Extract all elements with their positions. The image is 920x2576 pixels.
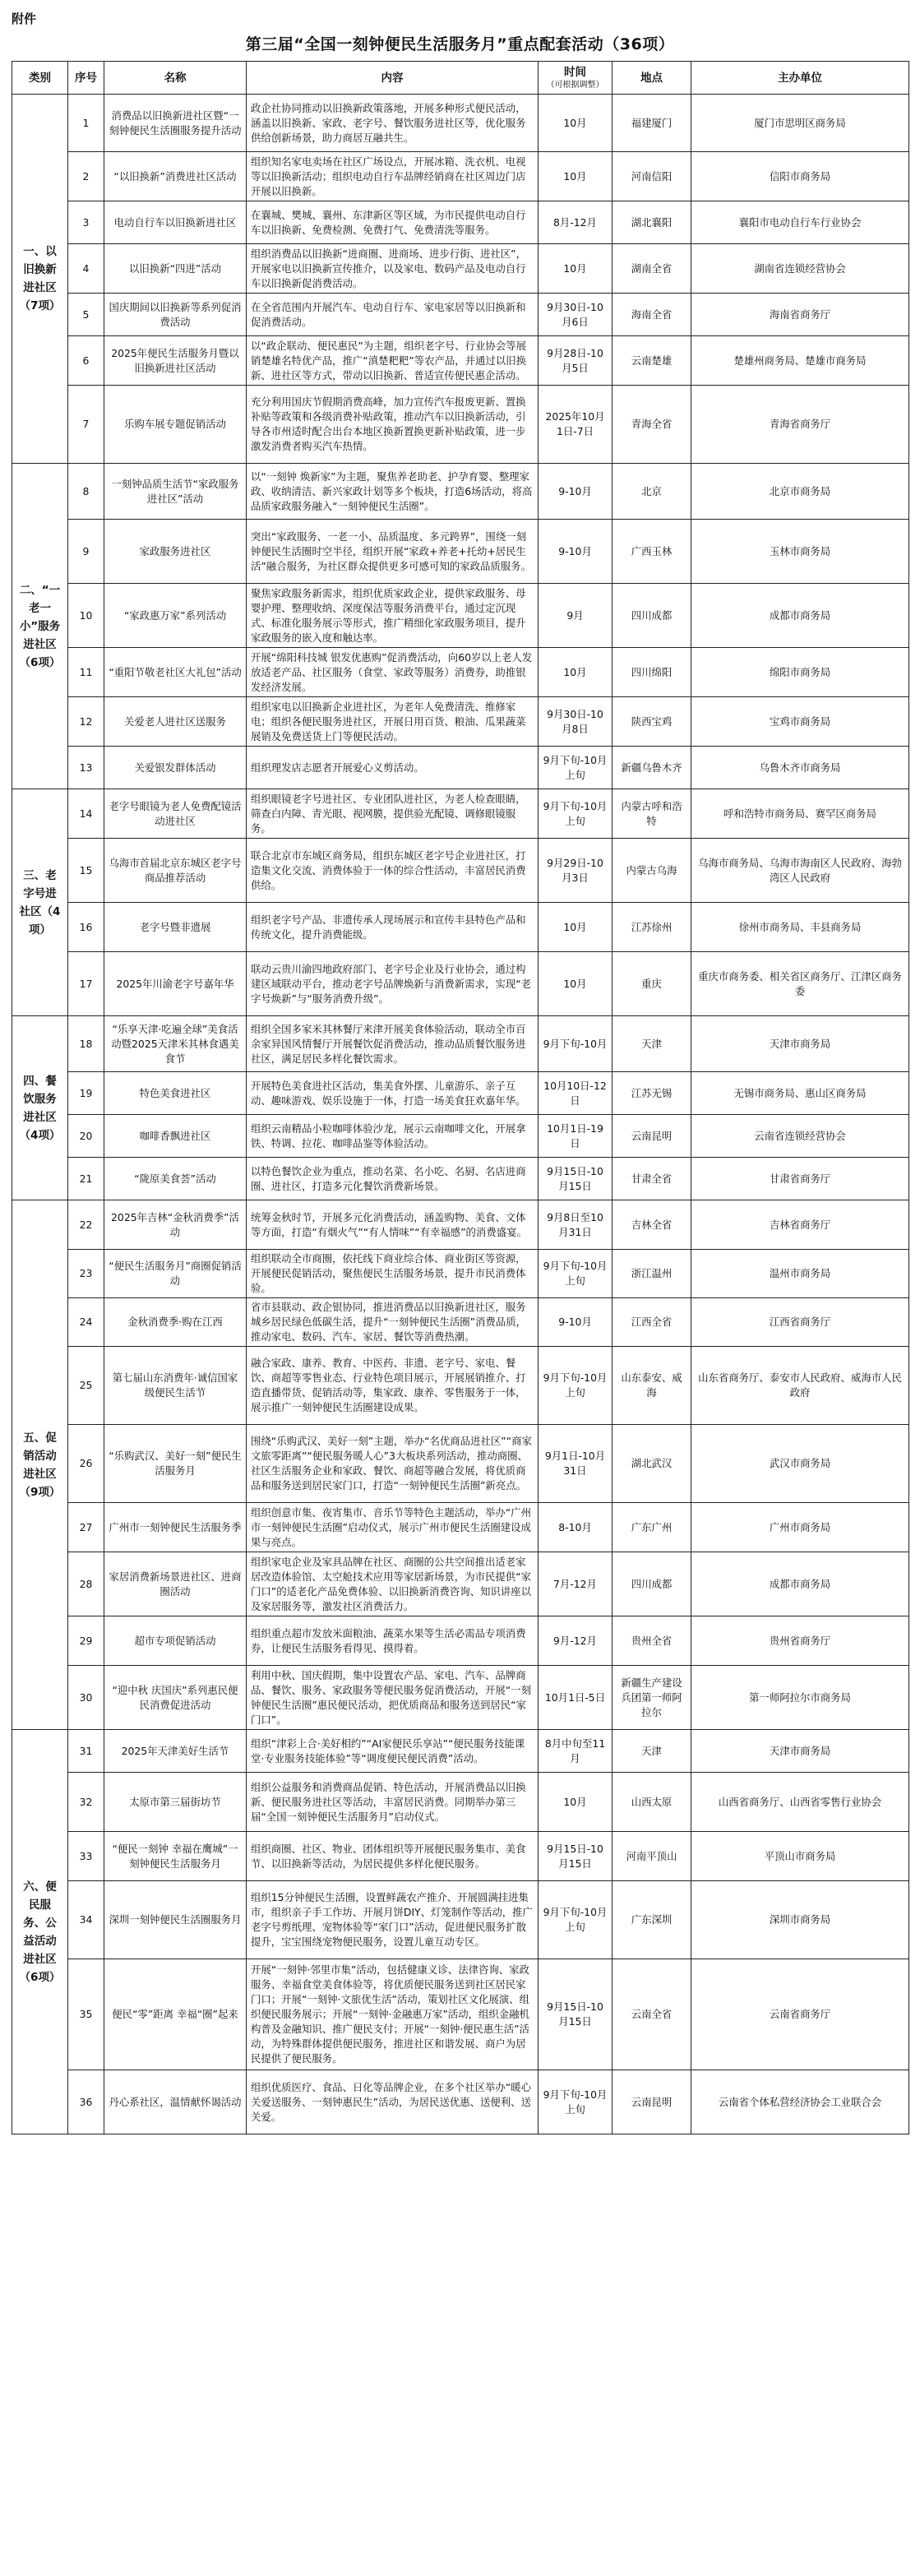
row-index: 5 <box>68 294 104 336</box>
activity-organizer: 温州市商务局 <box>691 1250 909 1298</box>
activity-content: 组织公益服务和消费商品促销、特色活动，开展消费品以旧换新、便民服务进社区等活动，丰富居民消费。同期举办第三届“全国一刻钟便民生活服务月”启动仪式。 <box>247 1773 539 1832</box>
activity-name: “便民一刻钟 幸福在鹰城”一刻钟便民生活服务月 <box>104 1832 247 1881</box>
table-row <box>12 1832 909 1881</box>
row-index: 8 <box>68 464 104 520</box>
row-index: 32 <box>68 1773 104 1832</box>
activity-name: 咖啡香飘进社区 <box>104 1115 247 1158</box>
category-cell: 四、餐饮服务进社区（4项） <box>12 1016 68 1200</box>
activity-name: 特色美食进社区 <box>104 1072 247 1115</box>
activity-content: 利用中秋、国庆假期，集中设置农产品、家电、汽车、品牌商品、餐饮、服务、家政服务等便民服务促消费活动，开展“一刻钟便民生活圈”惠民便民活动，把优质商品和服务送到居民“家门口”。 <box>247 1666 539 1730</box>
row-index: 29 <box>68 1616 104 1666</box>
table-row <box>12 1072 909 1115</box>
row-index: 11 <box>68 648 104 697</box>
activity-content: 开展特色美食进社区活动，集美食外摆、儿童游乐、亲子互动、趣味游戏、娱乐设施于一体，打造一场美食狂欢嘉年华。 <box>247 1072 539 1115</box>
activity-time: 9月15日-10月15日 <box>539 1832 613 1881</box>
activity-content: 组织眼镜老字号进社区、专业团队进社区，为老人检查眼睛，筛查白内障、青光眼、视网膜，提供验光配镜、调修眼镜服务。 <box>247 789 539 839</box>
activity-name: “陇原美食荟”活动 <box>104 1158 247 1200</box>
activity-time: 9月8日至10月31日 <box>539 1200 613 1250</box>
table-row <box>12 1158 909 1200</box>
activity-location: 北京 <box>613 464 691 520</box>
header-time-note: （可根据调整） <box>546 81 604 90</box>
activity-location: 河南信阳 <box>613 152 691 201</box>
activity-name: 2025年天津美好生活节 <box>104 1730 247 1773</box>
row-index: 33 <box>68 1832 104 1881</box>
activity-organizer: 天津市商务局 <box>691 1016 909 1072</box>
activity-organizer: 云南省连锁经营协会 <box>691 1115 909 1158</box>
activity-time: 9月下旬-10月上旬 <box>539 2070 613 2134</box>
activity-organizer: 广州市商务局 <box>691 1503 909 1552</box>
activity-time: 10月10日-12日 <box>539 1072 613 1115</box>
category-cell: 三、老字号进社区（4项） <box>12 789 68 1016</box>
table-row <box>12 1616 909 1666</box>
activity-time: 2025年10月1日-7日 <box>539 386 613 464</box>
activity-organizer: 武汉市商务局 <box>691 1425 909 1503</box>
table-row <box>12 1666 909 1730</box>
activity-time: 10月 <box>539 1773 613 1832</box>
activity-time: 10月 <box>539 95 613 152</box>
activity-time: 9月30日-10月8日 <box>539 697 613 747</box>
activity-organizer: 宝鸡市商务局 <box>691 697 909 747</box>
table-header-row <box>12 62 909 95</box>
activity-organizer: 重庆市商务委、相关省区商务厅、江津区商务委 <box>691 952 909 1016</box>
row-index: 16 <box>68 903 104 952</box>
table-row <box>12 1250 909 1298</box>
table-row <box>12 2070 909 2134</box>
activity-organizer: 绵阳市商务局 <box>691 648 909 697</box>
activity-organizer: 乌海市商务局、乌海市海南区人民政府、海勃湾区人民政府 <box>691 839 909 903</box>
activity-name: 家居消费新场景进社区、进商圈活动 <box>104 1552 247 1616</box>
table-row <box>12 244 909 294</box>
activity-location: 海南全省 <box>613 294 691 336</box>
activity-organizer: 平顶山市商务局 <box>691 1832 909 1881</box>
activity-location: 湖南全省 <box>613 244 691 294</box>
activity-location: 江西全省 <box>613 1298 691 1347</box>
activity-name: “乐享天津·吃遍全球”美食活动暨2025天津米其林食遇美食节 <box>104 1016 247 1072</box>
table-row <box>12 1298 909 1347</box>
activity-organizer: 吉林省商务厅 <box>691 1200 909 1250</box>
activity-content: 在襄城、樊城、襄州、东津新区等区域，为市民提供电动自行车以旧换新、免费检测、免费打气、免费清洗等服务。 <box>247 201 539 244</box>
table-row <box>12 1552 909 1616</box>
activity-organizer: 厦门市思明区商务局 <box>691 95 909 152</box>
table-row <box>12 747 909 789</box>
row-index: 10 <box>68 584 104 648</box>
header-content: 内容 <box>247 62 539 95</box>
activity-location: 河南平顶山 <box>613 1832 691 1881</box>
activity-time: 9-10月 <box>539 1298 613 1347</box>
activity-organizer: 成都市商务局 <box>691 1552 909 1616</box>
row-index: 9 <box>68 520 104 584</box>
row-index: 22 <box>68 1200 104 1250</box>
activity-location: 福建厦门 <box>613 95 691 152</box>
activity-time: 8月-12月 <box>539 201 613 244</box>
activity-content: 组织老字号产品、非遗传承人现场展示和宣传丰县特色产品和传统文化，提升消费能级。 <box>247 903 539 952</box>
activity-time: 9月28日-10月5日 <box>539 336 613 386</box>
activity-organizer: 贵州省商务厅 <box>691 1616 909 1666</box>
activity-time: 9月下旬-10月上旬 <box>539 1347 613 1425</box>
activity-content: 组织15分钟便民生活圈，设置鲜蔬农产推介、开展圆满挂进集市，组织亲子手工作坊、开展月饼DIY、灯笼制作等活动，推广老字号剪纸理、宠物体验等“家门口”活动，促进便民服务扩散提升，宝宝围绕宠物便民服务，设置儿童互动专区。 <box>247 1881 539 1959</box>
activity-organizer: 青海省商务厅 <box>691 386 909 464</box>
row-index: 28 <box>68 1552 104 1616</box>
activity-time: 10月 <box>539 903 613 952</box>
activity-time: 9月下旬-10月上旬 <box>539 789 613 839</box>
row-index: 24 <box>68 1298 104 1347</box>
activity-content: 充分利用国庆节假期消费高峰，加力宣传汽车报废更新、置换补贴等政策和各级消费补贴政策，推动汽车以旧换新活动，引导各市州适时配合出台本地区换新置换更新补贴政策，进一步激发消费者购买汽车热情。 <box>247 386 539 464</box>
row-index: 18 <box>68 1016 104 1072</box>
row-index: 14 <box>68 789 104 839</box>
table-row <box>12 336 909 386</box>
activity-organizer: 襄阳市电动自行车行业协会 <box>691 201 909 244</box>
activity-name: 超市专项促销活动 <box>104 1616 247 1666</box>
activity-name: 深圳一刻钟便民生活圈服务月 <box>104 1881 247 1959</box>
activity-content: 组织创意市集、夜宵集市、音乐节等特色主题活动，举办“广州市一刻钟便民生活圈”启动仪式，展示广州市便民生活圈建设成果与亮点。 <box>247 1503 539 1552</box>
activity-location: 山西太原 <box>613 1773 691 1832</box>
table-row <box>12 789 909 839</box>
table-row <box>12 520 909 584</box>
activity-location: 青海全省 <box>613 386 691 464</box>
row-index: 13 <box>68 747 104 789</box>
activity-location: 重庆 <box>613 952 691 1016</box>
header-category: 类别 <box>12 62 68 95</box>
activity-location: 江苏徐州 <box>613 903 691 952</box>
activity-time: 9月-12月 <box>539 1616 613 1666</box>
activity-organizer: 云南省个体私营经济协会工业联合会 <box>691 2070 909 2134</box>
activity-name: 乐购车展专题促销活动 <box>104 386 247 464</box>
activity-time: 8月中旬至11月 <box>539 1730 613 1773</box>
activity-location: 山东泰安、威海 <box>613 1347 691 1425</box>
activity-time: 10月 <box>539 952 613 1016</box>
activity-location: 广东广州 <box>613 1503 691 1552</box>
activities-table <box>12 61 909 2134</box>
table-body <box>12 95 909 2134</box>
activity-content: 组织家电企业及家具品牌在社区、商圈的公共空间推出适老家居改造体验馆、太空舱技术应用等家居新场景，为市民提供“家门口”的适老化产品免费体验、以旧换新消费咨询、知识讲座以及家居服务等，激发社区消费活力。 <box>247 1552 539 1616</box>
category-cell: 五、促销活动进社区（9项） <box>12 1200 68 1730</box>
activity-location: 湖北襄阳 <box>613 201 691 244</box>
table-row <box>12 697 909 747</box>
activity-organizer: 信阳市商务局 <box>691 152 909 201</box>
activity-organizer: 山西省商务厅、山西省零售行业协会 <box>691 1773 909 1832</box>
activity-content: 融合家政、康养、教育、中医药、非遗、老字号、家电、餐饮、商超等零售业态、行业特色项目展示，开展展销推介、打造直播带货、促销活动等，集家政、康养、零售服务于一体，展示推广一刻钟便民生活圈建设成果。 <box>247 1347 539 1425</box>
row-index: 30 <box>68 1666 104 1730</box>
activity-name: 2025年便民生活服务月暨以旧换新进社区活动 <box>104 336 247 386</box>
activity-time: 10月 <box>539 648 613 697</box>
activity-organizer: 无锡市商务局、惠山区商务局 <box>691 1072 909 1115</box>
activity-time: 10月 <box>539 244 613 294</box>
activity-location: 江苏无锡 <box>613 1072 691 1115</box>
activity-name: 金秋消费季·购在江西 <box>104 1298 247 1347</box>
activity-content: 联合北京市东城区商务局，组织东城区老字号企业进社区，打造集文化交流、消费体验于一体的综合性活动，丰富居民消费供给。 <box>247 839 539 903</box>
table-row <box>12 294 909 336</box>
row-index: 25 <box>68 1347 104 1425</box>
activity-time: 10月1日-5日 <box>539 1666 613 1730</box>
activity-location: 天津 <box>613 1730 691 1773</box>
activity-name: “便民生活服务月”商圈促销活动 <box>104 1250 247 1298</box>
activity-location: 广东深圳 <box>613 1881 691 1959</box>
activity-time: 9月 <box>539 584 613 648</box>
activity-content: 组织理发店志愿者开展爱心义剪活动。 <box>247 747 539 789</box>
activity-name: 2025年川渝老字号嘉年华 <box>104 952 247 1016</box>
activity-time: 9月30日-10月6日 <box>539 294 613 336</box>
header-index: 序号 <box>68 62 104 95</box>
activity-name: 太原市第三届街坊节 <box>104 1773 247 1832</box>
row-index: 6 <box>68 336 104 386</box>
activity-organizer: 玉林市商务局 <box>691 520 909 584</box>
activity-location: 云南昆明 <box>613 2070 691 2134</box>
activity-content: 组织家电以旧换新企业进社区，为老年人免费清洗、维修家电；组织各便民服务进社区，开展日用百货、粮油、瓜果蔬菜展销及免费送货上门等便民活动。 <box>247 697 539 747</box>
category-cell: 二、“一老一小”服务进社区（6项） <box>12 464 68 789</box>
activity-location: 新疆乌鲁木齐 <box>613 747 691 789</box>
activity-organizer: 徐州市商务局、丰县商务局 <box>691 903 909 952</box>
activity-name: 消费品以旧换新进社区暨“一刻钟便民生活圈服务提升活动 <box>104 95 247 152</box>
table-row <box>12 1200 909 1250</box>
row-index: 31 <box>68 1730 104 1773</box>
header-time-label: 时间 <box>564 66 586 79</box>
activity-time: 8-10月 <box>539 1503 613 1552</box>
activity-content: 围绕“乐购武汉、美好一刻”主题，举办“名优商品进社区”“商家文旅零距离”“便民服务暖人心”3大板块系列活动，推动商圈、社区生活服务企业和家政、餐饮、商超等融合发展，将优质商品和服务送到居民家门口，打造“一刻钟便民生活圈”新亮点。 <box>247 1425 539 1503</box>
row-index: 26 <box>68 1425 104 1503</box>
activity-location: 内蒙古呼和浩特 <box>613 789 691 839</box>
activity-time: 7月-12月 <box>539 1552 613 1616</box>
table-row <box>12 95 909 152</box>
row-index: 15 <box>68 839 104 903</box>
row-index: 7 <box>68 386 104 464</box>
activity-location: 四川成都 <box>613 584 691 648</box>
table-row <box>12 952 909 1016</box>
activity-time: 9月29日-10月3日 <box>539 839 613 903</box>
table-row <box>12 1730 909 1773</box>
activity-organizer: 成都市商务局 <box>691 584 909 648</box>
activity-time: 10月 <box>539 152 613 201</box>
table-row <box>12 1347 909 1425</box>
activity-content: 在全省范围内开展汽车、电动自行车、家电家居等以旧换新和促消费活动。 <box>247 294 539 336</box>
table-row <box>12 1016 909 1072</box>
activity-time: 9月下旬-10月上旬 <box>539 1250 613 1298</box>
activity-name: 电动自行车以旧换新进社区 <box>104 201 247 244</box>
activity-time: 9月1日-10月31日 <box>539 1425 613 1503</box>
activity-name: 以旧换新“四进”活动 <box>104 244 247 294</box>
header-name: 名称 <box>104 62 247 95</box>
activity-time: 9月下旬-10月上旬 <box>539 1881 613 1959</box>
activity-location: 内蒙古乌海 <box>613 839 691 903</box>
activity-location: 甘肃全省 <box>613 1158 691 1200</box>
activity-location: 云南楚雄 <box>613 336 691 386</box>
table-row <box>12 1959 909 2070</box>
table-row <box>12 648 909 697</box>
row-index: 35 <box>68 1959 104 2070</box>
row-index: 36 <box>68 2070 104 2134</box>
row-index: 3 <box>68 201 104 244</box>
activity-content: 以特色餐饮企业为重点，推动名菜、名小吃、名厨、名店进商圈、进社区，打造多元化餐饮消费新场景。 <box>247 1158 539 1200</box>
row-index: 20 <box>68 1115 104 1158</box>
header-organizer: 主办单位 <box>691 62 909 95</box>
activity-content: 以“政企联动、便民惠民”为主题，组织老字号、行业协会等展销楚雄名特优产品，推广“滇楚粑粑”等农产品，并通过以旧换新、进社区等方式，带动以旧换新、普适宣传便民惠企活动。 <box>247 336 539 386</box>
row-index: 2 <box>68 152 104 201</box>
table-row <box>12 201 909 244</box>
activity-organizer: 海南省商务厅 <box>691 294 909 336</box>
activity-organizer: 天津市商务局 <box>691 1730 909 1773</box>
activity-organizer: 乌鲁木齐市商务局 <box>691 747 909 789</box>
activity-name: 便民“零”距离 幸福“圈”起来 <box>104 1959 247 2070</box>
activity-time: 9月15日-10月15日 <box>539 1158 613 1200</box>
activity-content: 联动云贵川渝四地政府部门、老字号企业及行业协会，通过构建区域联动平台，推动老字号品牌焕新与消费新需求，实现“老字号焕新”与“服务消费升级”。 <box>247 952 539 1016</box>
activity-content: 聚焦家政服务新需求，组织优质家政企业，提供家政服务、母婴护理、整理收纳、深度保洁等服务消费平台，通过定沉现式、标准化服务展示等形式，推广精细化家政服务项目，提升家政服务的嵌入度和触达率。 <box>247 584 539 648</box>
activity-location: 四川绵阳 <box>613 648 691 697</box>
row-index: 34 <box>68 1881 104 1959</box>
activity-name: 老字号眼镜为老人免费配镜活动进社区 <box>104 789 247 839</box>
activity-location: 湖北武汉 <box>613 1425 691 1503</box>
activity-content: 开展“一刻钟·邻里市集”活动，包括健康义诊、法律咨询、家政服务、幸福食堂美食体验等，将优质便民服务送到社区居民家门口；开展“一刻钟·文旅优生活”活动，策划社区文化展演、组织便民服务展示；开展“一刻钟·金融惠万家”活动，组织金融机构普及金融知识、推广便民支付；开展“一刻钟·便民惠生活”活动，为特殊群体提供便民服务，推进社区和谐发展、商户为居民提供了便民服务。 <box>247 1959 539 2070</box>
activity-organizer: 甘肃省商务厅 <box>691 1158 909 1200</box>
table-row <box>12 584 909 648</box>
activity-time: 9月15日-10月15日 <box>539 1959 613 2070</box>
activity-organizer: 云南省商务厅 <box>691 1959 909 2070</box>
table-row <box>12 1425 909 1503</box>
activity-name: 老字号暨非遗展 <box>104 903 247 952</box>
row-index: 27 <box>68 1503 104 1552</box>
activity-name: “迎中秋 庆国庆”系列惠民便民消费促进活动 <box>104 1666 247 1730</box>
header-time <box>539 62 613 95</box>
activity-content: 组织消费品以旧换新“进商圈、进商场、进步行街、进社区”，开展家电以旧换新宣传推介，以及家电、数码产品及电动自行车以旧换新促消费活动。 <box>247 244 539 294</box>
row-index: 4 <box>68 244 104 294</box>
activity-name: “乐购武汉、美好一刻”便民生活服务月 <box>104 1425 247 1503</box>
row-index: 19 <box>68 1072 104 1115</box>
activity-location: 云南昆明 <box>613 1115 691 1158</box>
activity-time: 10月1日-19日 <box>539 1115 613 1158</box>
activity-name: “以旧换新”消费进社区活动 <box>104 152 247 201</box>
table-row <box>12 1503 909 1552</box>
table-row <box>12 464 909 520</box>
activity-name: 一刻钟品质生活节“家政服务进社区”活动 <box>104 464 247 520</box>
activity-content: 组织联动全市商圈，依托线下商业综合体、商业街区等资源，开展便民促销活动，聚焦便民生活服务场景，提升市民消费体验。 <box>247 1250 539 1298</box>
activity-name: 2025年吉林“金秋消费季”活动 <box>104 1200 247 1250</box>
activity-organizer: 北京市商务局 <box>691 464 909 520</box>
document-title: 第三届“全国一刻钟便民生活服务月”重点配套活动（36项） <box>245 35 675 53</box>
row-index: 17 <box>68 952 104 1016</box>
activity-content: 省市县联动、政企银协同，推进消费品以旧换新进社区，服务城乡居民绿色低碳生活，提升“一刻钟便民生活圈”消费品质，推动家电、数码、汽车、家居、餐饮等消费热潮。 <box>247 1298 539 1347</box>
activity-location: 贵州全省 <box>613 1616 691 1666</box>
activity-content: 以“一刻钟 焕新家”为主题，聚焦养老助老、护孕育婴、整理家政、收纳清洁、新兴家政计划等多个板块，打造6场活动，将高品质家政服务融入“一刻钟便民生活圈”。 <box>247 464 539 520</box>
table-row <box>12 1773 909 1832</box>
row-index: 12 <box>68 697 104 747</box>
activity-time: 9月下旬-10月 <box>539 1016 613 1072</box>
table-row <box>12 839 909 903</box>
activity-name: “重阳节敬老社区大礼包”活动 <box>104 648 247 697</box>
activity-content: 组织全国多家米其林餐厅来津开展美食体验活动，联动全市百余家异国风情餐厅开展餐饮促消费活动，推动品质餐饮服务进社区，满足居民多样化餐饮需求。 <box>247 1016 539 1072</box>
activity-location: 广西玉林 <box>613 520 691 584</box>
activity-content: 组织知名家电卖场在社区广场设点，开展冰箱、洗衣机、电视等以旧换新活动；组织电动自行车品牌经销商在社区周边门店开展以旧换新。 <box>247 152 539 201</box>
activity-organizer: 江西省商务厅 <box>691 1298 909 1347</box>
activity-location: 天津 <box>613 1016 691 1072</box>
table-row <box>12 152 909 201</box>
table-row <box>12 903 909 952</box>
activity-organizer: 呼和浩特市商务局、赛罕区商务局 <box>691 789 909 839</box>
activity-time: 9月下旬-10月上旬 <box>539 747 613 789</box>
activity-name: 关爱老人进社区送服务 <box>104 697 247 747</box>
activity-time: 9-10月 <box>539 520 613 584</box>
activity-location: 云南全省 <box>613 1959 691 2070</box>
activity-content: 开展“绵阳科技城 银发优惠购”促消费活动，向60岁以上老人发放适老产品、社区服务（食堂、家政等服务）消费券，助推银发经济发展。 <box>247 648 539 697</box>
activity-location: 浙江温州 <box>613 1250 691 1298</box>
activity-name: 第七届山东消费年·诚信国家级便民生活节 <box>104 1347 247 1425</box>
category-cell: 六、便民服务、公益活动进社区（6项） <box>12 1730 68 2134</box>
table-row <box>12 1115 909 1158</box>
activity-location: 吉林全省 <box>613 1200 691 1250</box>
table-row <box>12 1881 909 1959</box>
activity-content: 组织“津彩上合·美好相约”“AI家便民乐享站”“便民服务技能课堂·专业服务技能体验”等“调度便民便民消费”活动。 <box>247 1730 539 1773</box>
activity-name: 乌海市首届北京东城区老字号商品推荐活动 <box>104 839 247 903</box>
activity-organizer: 湖南省连锁经营协会 <box>691 244 909 294</box>
activity-content: 组织云南精品小粒咖啡体验沙龙，展示云南咖啡文化，开展拿铁、特调、拉花、咖啡品鉴等体验活动。 <box>247 1115 539 1158</box>
activity-location: 陕西宝鸡 <box>613 697 691 747</box>
row-index: 1 <box>68 95 104 152</box>
activity-location: 新疆生产建设兵团第一师阿拉尔 <box>613 1666 691 1730</box>
row-index: 21 <box>68 1158 104 1200</box>
header-location: 地点 <box>613 62 691 95</box>
category-cell: 一、以旧换新进社区（7项） <box>12 95 68 464</box>
activity-name: 关爱银发群体活动 <box>104 747 247 789</box>
activity-content: 突出“家政服务、一老一小、品质温度、多元跨界”，围绕一刻钟便民生活圈时空半径，组织开展“家政+养老+托幼+居民生活”融合服务，为社区群众提供更多可感可知的家政品质服务。 <box>247 520 539 584</box>
activity-content: 组织重点超市发放米面粮油、蔬菜水果等生活必需品专项消费券，让便民生活服务看得见、摸得着。 <box>247 1616 539 1666</box>
activity-organizer: 山东省商务厅、泰安市人民政府、威海市人民政府 <box>691 1347 909 1425</box>
activity-name: 国庆期间以旧换新等系列促消费活动 <box>104 294 247 336</box>
activity-name: 家政服务进社区 <box>104 520 247 584</box>
activity-organizer: 第一师阿拉尔市商务局 <box>691 1666 909 1730</box>
activity-content: 政企社协同推动以旧换新政策落地，开展多种形式便民活动，涵盖以旧换新、家政、老字号、餐饮服务进社区等，优化服务供给创新场景，助力商居互融共生。 <box>247 95 539 152</box>
row-index: 23 <box>68 1250 104 1298</box>
activity-name: 广州市一刻钟便民生活服务季 <box>104 1503 247 1552</box>
activity-time: 9-10月 <box>539 464 613 520</box>
activity-content: 统筹金秋时节，开展多元化消费活动，涵盖购物、美食、文体等方面，打造“有烟火气”“有人情味”“有幸福感”的消费盛宴。 <box>247 1200 539 1250</box>
activity-content: 组织优质医疗、食品、日化等品牌企业，在多个社区举办“暖心关爱送服务、一刻钟惠民生”活动，为居民送优惠、送便利、送关爱。 <box>247 2070 539 2134</box>
activity-name: 丹心系社区，温情献怀谒活动 <box>104 2070 247 2134</box>
activity-content: 组织商圈、社区、物业、团体组织等开展便民服务集市、美食节、以旧换新等活动，为居民提供多样化便民服务。 <box>247 1832 539 1881</box>
attachment-label: 附件 <box>12 12 37 26</box>
activity-organizer: 楚雄州商务局、楚雄市商务局 <box>691 336 909 386</box>
table-row <box>12 386 909 464</box>
activity-name: “家政惠万家”系列活动 <box>104 584 247 648</box>
activity-organizer: 深圳市商务局 <box>691 1881 909 1959</box>
activity-location: 四川成都 <box>613 1552 691 1616</box>
